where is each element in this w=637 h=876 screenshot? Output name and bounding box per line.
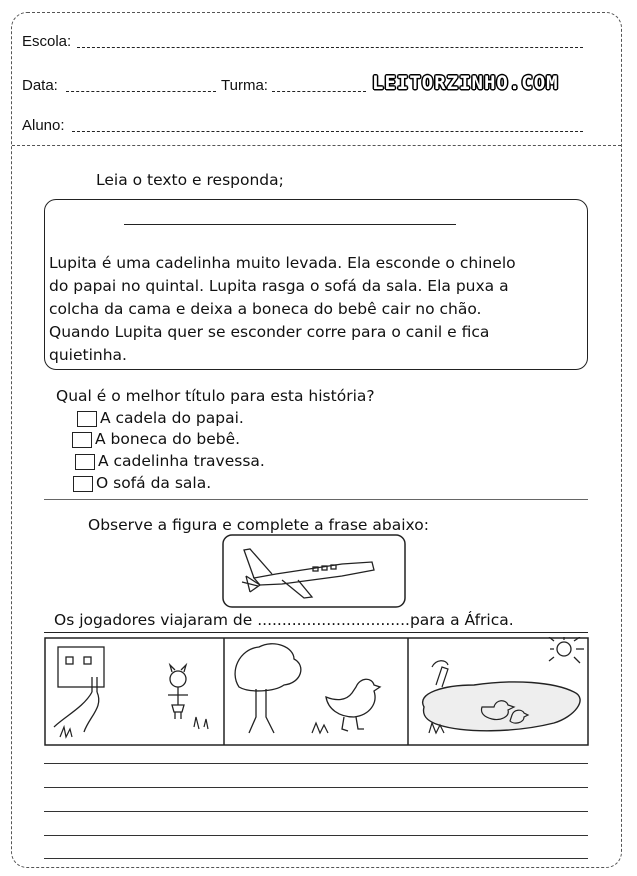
date-label: Data: <box>22 77 58 94</box>
tree-icon <box>235 644 301 733</box>
writing-line[interactable] <box>44 763 588 764</box>
picture-strip <box>44 637 589 747</box>
student-label: Aluno: <box>22 117 65 134</box>
section-divider <box>44 499 588 500</box>
story-line: Lupita é uma cadelinha muito levada. Ela esconde o chinelo <box>49 254 516 272</box>
girl-icon <box>168 665 188 719</box>
site-logo: LEITORZINHO.COM <box>372 72 559 94</box>
sentence-start: Os jogadores viajaram de <box>54 611 253 629</box>
sun-icon <box>549 637 584 663</box>
option-label: A cadelinha travessa. <box>98 452 265 470</box>
student-field[interactable] <box>72 131 583 132</box>
grass-icon <box>312 723 328 733</box>
sentence-blank[interactable]: ............................... <box>257 611 410 629</box>
writing-line[interactable] <box>44 811 588 812</box>
story-line: Quando Lupita quer se esconder corre para o canil e fica <box>49 323 490 341</box>
option-checkbox[interactable] <box>73 476 93 492</box>
class-label: Turma: <box>221 77 268 94</box>
option-label: O sofá da sala. <box>96 474 212 492</box>
story-line: quietinha. <box>49 346 127 364</box>
header-separator <box>12 145 621 146</box>
duck-icon <box>326 679 380 731</box>
grass-icon <box>60 717 208 737</box>
story-text <box>49 252 516 367</box>
writing-line[interactable] <box>44 858 588 859</box>
option-checkbox[interactable] <box>75 454 95 470</box>
option-label: A boneca do bebê. <box>95 430 241 448</box>
school-field[interactable] <box>77 47 583 48</box>
reading-instruction: Leia o texto e responda; <box>96 171 284 189</box>
writing-line[interactable] <box>44 835 588 836</box>
airplane-icon <box>242 549 374 598</box>
option-checkbox[interactable] <box>72 432 92 448</box>
writing-line[interactable] <box>44 787 588 788</box>
house-icon <box>54 647 104 732</box>
pond-icon <box>423 682 580 731</box>
reed-icon <box>432 661 448 687</box>
sentence-end: para a África. <box>409 611 514 629</box>
title-line[interactable] <box>124 224 456 225</box>
figure-instruction: Observe a figura e complete a frase abaixo: <box>88 516 429 534</box>
story-line: colcha da cama e deixa a boneca do bebê cair no chão. <box>49 300 482 318</box>
sentence-underline <box>44 632 588 633</box>
airplane-figure <box>222 534 406 608</box>
fill-sentence <box>54 611 514 629</box>
story-line: do papai no quintal. Lupita rasga o sofá da sala. Ela puxa a <box>49 277 509 295</box>
option-checkbox[interactable] <box>77 411 97 427</box>
option-label: A cadela do papai. <box>100 409 244 427</box>
date-field[interactable] <box>66 91 216 92</box>
class-field[interactable] <box>272 91 366 92</box>
question-text: Qual é o melhor título para esta história? <box>56 387 375 405</box>
school-label: Escola: <box>22 33 72 50</box>
